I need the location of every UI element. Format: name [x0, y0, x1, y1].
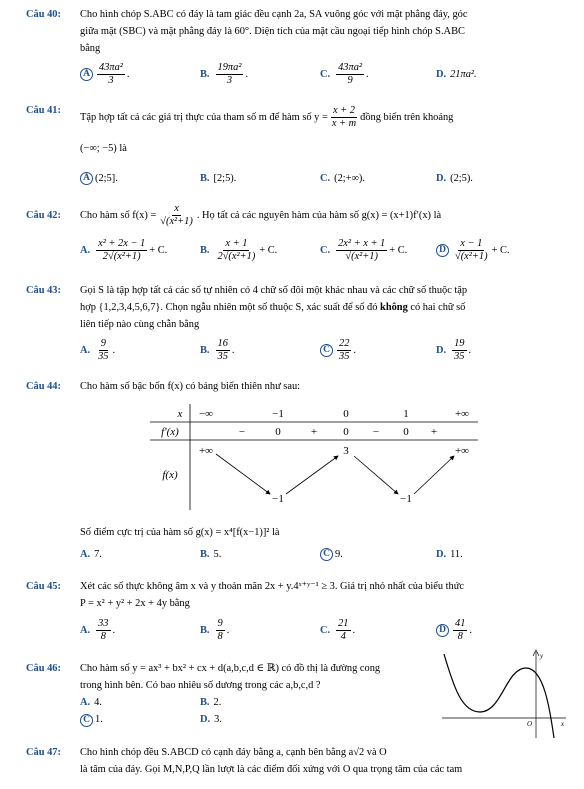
option-c[interactable]: C. (2;+∞).	[320, 172, 365, 184]
question-text: Cho hàm số y = ax³ + bx² + cx + d(a,b,c,d ∈ ℝ) có đồ thị là đường cong trong hình bên. Có bao nhiêu số dương trong các a,b,c,d ?	[80, 663, 381, 691]
decreasing-arrow	[354, 456, 398, 494]
option-c[interactable]: C 9.	[320, 538, 343, 570]
question-41: Câu 41: Tập hợp tất cả các giá trị thực của tham số m để hàm số y = $\frac{x + 2}{x + m}$ đồng biến trên khoảng (−∞; −5) là	[34, 102, 568, 157]
option-b[interactable]: B. 2.	[200, 697, 222, 708]
y-axis-label: y	[540, 652, 544, 660]
fprime-sign: +	[430, 426, 438, 438]
question-46: Câu 46: Cho hàm số y = ax³ + bx² + cx + d(a,b,c,d ∈ ℝ) có đồ thị là đường cong trong hình bên. Có bao nhiêu số dương trong các a,b,c,d ?	[34, 660, 434, 694]
f-value: −1	[400, 493, 412, 505]
x-value: −∞	[198, 408, 214, 420]
option-a[interactable]: A. $\frac{9}{35}$ .	[80, 337, 116, 362]
selected-answer-marker: A	[80, 172, 93, 185]
variation-table	[150, 404, 478, 510]
answer-row-43	[80, 334, 568, 366]
cubic-graph	[440, 648, 568, 740]
option-d[interactable]: D. 3.	[200, 714, 222, 725]
selected-answer-marker: A	[80, 68, 93, 81]
option-d[interactable]: D. 11.	[436, 548, 463, 560]
question-number: Câu 40:	[26, 9, 61, 20]
answer-row-41	[80, 162, 568, 194]
answer-grid-46	[80, 694, 380, 728]
answer-row-44	[80, 538, 568, 570]
option-c[interactable]: C. $\frac{\text{2x² + x + 1}}{\text{√(x²+1)}}$ + C.	[320, 237, 408, 262]
x-value: 0	[343, 408, 349, 420]
option-c[interactable]: C. $\frac{\text{43πa²}}{9}$ .	[320, 61, 369, 86]
selected-answer-marker: D	[436, 624, 449, 637]
fprime-zero: 0	[275, 426, 281, 438]
f-value: +∞	[454, 445, 470, 457]
selected-answer-marker: C	[320, 344, 333, 357]
question-text: Cho hàm số f(x) = $\frac{x}{\text{√(x²+1)}}$ . Họ tất cả các nguyên hàm của hàm số g(x) = (x+1)f′(x) là	[80, 202, 442, 227]
option-a[interactable]: A. 4.	[80, 697, 102, 708]
f-row-label: f(x)	[162, 469, 178, 481]
selected-answer-marker: C	[320, 548, 333, 561]
question-text: Tập hợp tất cả các giá trị thực của tham số m để hàm số y = $\frac{x + 2}{x + m}$ đồng biến trên khoảng (−∞; −5) là	[80, 104, 454, 154]
option-b[interactable]: B. 5.	[200, 548, 222, 560]
question-44-prompt: Số điểm cực trị của hàm số g(x) = x⁴[f(x−1)]² là	[80, 527, 280, 538]
option-b[interactable]: B. $\frac{\text{19πa²}}{3}$ .	[200, 61, 249, 86]
f-value: 3	[343, 445, 349, 457]
question-43: Câu 43: Gọi S là tập hợp tất cả các số tự nhiên có 4 chữ số đôi một khác nhau và các chữ số thuộc tập hợp {1,2,3,4,5,6,7}. Chọn ngẫu nhiên một số thuộc S, xác suất để số đó không có hai chữ số liên tiếp nào cùng chẵn bằng	[34, 282, 568, 333]
decreasing-arrow	[216, 454, 270, 494]
x-value: −1	[272, 408, 284, 420]
option-a[interactable]: A (2;5].	[80, 162, 118, 194]
f-value: +∞	[198, 445, 214, 457]
fprime-sign: +	[310, 426, 318, 438]
x-row-label: x	[177, 408, 183, 420]
option-b[interactable]: B. [2;5).	[200, 172, 237, 184]
fprime-zero: 0	[343, 426, 349, 438]
question-45: Câu 45: Xét các số thực không âm x và y thoản mãn 2x + y.4ˣ⁺ʸ⁻¹ ≥ 3. Giá trị nhỏ nhất của biểu thức P = x² + y² + 2x + 4y bằng	[34, 578, 568, 612]
option-a[interactable]: A. 7.	[80, 548, 102, 560]
option-c[interactable]: C 1.	[80, 711, 200, 728]
origin-label: O	[527, 720, 533, 728]
option-b[interactable]: B. $\frac{x + 1}{\text{2√(x²+1)}}$ + C.	[200, 237, 278, 262]
option-c[interactable]: C $\frac{22}{35}$ .	[320, 334, 356, 366]
answer-row-45	[80, 614, 568, 646]
option-c[interactable]: C. $\frac{21}{4}$ .	[320, 617, 356, 642]
x-axis-label: x	[561, 720, 565, 728]
question-44: Câu 44: Cho hàm số bậc bốn f(x) có bảng biến thiên như sau:	[26, 381, 301, 392]
cubic-curve	[444, 654, 554, 738]
option-d[interactable]: D $\frac{41}{8}$ .	[436, 614, 472, 646]
fprime-sign: −	[372, 426, 380, 438]
question-47: Câu 47: Cho hình chóp đều S.ABCD có cạnh đáy bằng a, cạnh bên bằng a√2 và O là tâm của đáy. Gọi M,N,P,Q lần lượt là các điểm đối xứng với O qua trọng tâm của các tam	[34, 744, 568, 778]
fprime-sign: −	[238, 426, 246, 438]
fprime-zero: 0	[403, 426, 409, 438]
question-42: Câu 42: Cho hàm số f(x) = $\frac{x}{\text{√(x²+1)}}$ . Họ tất cả các nguyên hàm của hàm số g(x) = (x+1)f′(x) là	[34, 200, 568, 230]
option-b[interactable]: B. $\frac{9}{8}$ .	[200, 617, 230, 642]
x-value: +∞	[454, 408, 470, 420]
answer-row-40	[80, 58, 568, 90]
option-b[interactable]: B. $\frac{16}{35}$ .	[200, 337, 235, 362]
increasing-arrow	[414, 456, 454, 494]
option-d[interactable]: D $\frac{x - 1}{\text{√(x²+1)}}$ + C.	[436, 234, 510, 266]
option-d[interactable]: D. $\frac{19}{35}$ .	[436, 337, 472, 362]
option-a[interactable]: A. $\frac{\text{x² + 2x − 1}}{\text{2√(x²+1)}}$ + C.	[80, 237, 168, 262]
question-text: Cho hình chóp đều S.ABCD có cạnh đáy bằng a, cạnh bên bằng a√2 và O là tâm của đáy. Gọi M,N,P,Q lần lượt là các điểm đối xứng với O qua trọng tâm của các tam	[80, 747, 463, 775]
option-d[interactable]: D. 21πa².	[436, 68, 477, 80]
option-d[interactable]: D. (2;5).	[436, 172, 473, 184]
f-value: −1	[272, 493, 284, 505]
increasing-arrow	[286, 456, 338, 494]
question-text: Cho hình chóp S.ABC có đáy là tam giác đều cạnh 2a, SA vuông góc với mặt phẳng đáy, góc giữa mặt (SBC) và mặt phẳng đáy là 60°. Diện tích của mặt cầu ngoại tiếp hình chóp S.ABC bằng	[80, 9, 468, 54]
answer-row-42	[80, 234, 568, 266]
x-value: 1	[403, 408, 409, 420]
question-text: Gọi S là tập hợp tất cả các số tự nhiên có 4 chữ số đôi một khác nhau và các chữ số thuộc tập hợp {1,2,3,4,5,6,7}. Chọn ngẫu nhiên một số thuộc S, xác suất để số đó không có hai chữ số liên tiếp nào cùng chẵn bằng	[80, 285, 468, 330]
option-a[interactable]: A. $\frac{33}{8}$ .	[80, 617, 116, 642]
fprime-row-label: f′(x)	[161, 426, 179, 438]
question-40	[26, 6, 568, 57]
selected-answer-marker: D	[436, 244, 449, 257]
question-text: Xét các số thực không âm x và y thoản mãn 2x + y.4ˣ⁺ʸ⁻¹ ≥ 3. Giá trị nhỏ nhất của biểu thức P = x² + y² + 2x + 4y bằng	[80, 581, 464, 609]
selected-answer-marker: C	[80, 714, 93, 727]
option-a[interactable]: A $\frac{\text{43πa²}}{3}$ .	[80, 58, 130, 90]
